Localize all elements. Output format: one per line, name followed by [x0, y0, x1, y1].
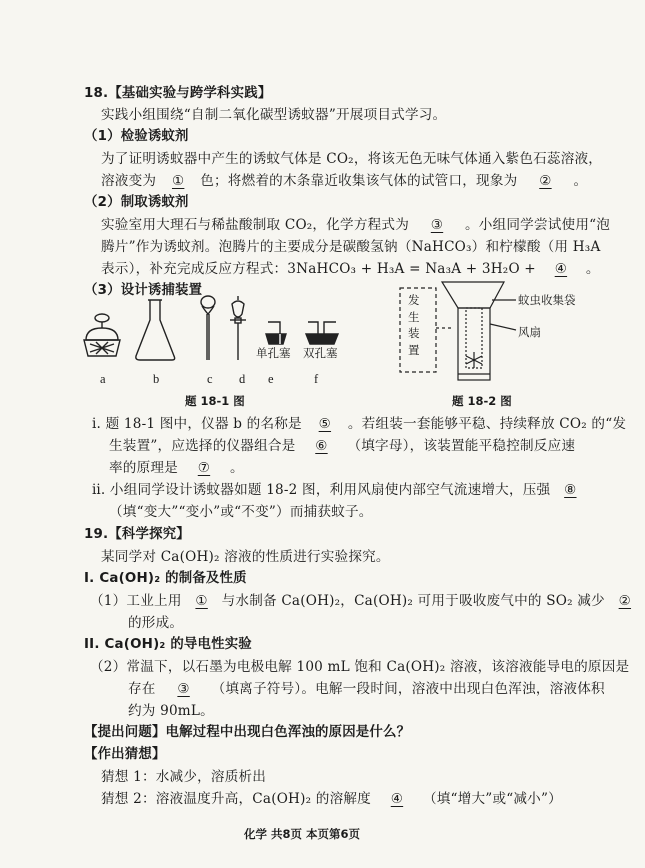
stopper-double-label: 双孔塞: [303, 346, 338, 360]
apparatus-label-a: a: [100, 372, 106, 386]
page-footer: 化学 共8页 本页第6页: [244, 827, 361, 841]
stopper-single-label: 单孔塞: [256, 346, 291, 360]
q19-hypothesis-title: 【作出猜想】: [84, 747, 166, 762]
apparatus-d-icon: [230, 296, 246, 360]
q19-number: 19.: [84, 527, 109, 542]
apparatus-label-c: c: [207, 372, 213, 386]
q18-s3-title: （3）设计诱捕装置: [84, 283, 203, 298]
q18-i-line1: ⅰ. 题 18-1 图中，仪器 b 的名称是 ⑤ 。若组装一套能够平稳、持续释放 CO₂ 的“发: [92, 416, 627, 432]
q19-guess1: 猜想 1：水减少，溶质析出: [101, 769, 267, 785]
q19-p1-line1: （1）工业上用 ① 与水制备 Ca(OH)₂，Ca(OH)₂ 可用于吸收废气中的 SO₂ 减少 ②: [90, 592, 645, 610]
q19-part2-title: II. Ca(OH)₂ 的导电性实验: [84, 637, 252, 652]
q19-p1-line2: 的形成。: [128, 615, 184, 631]
q18-ii-line1: ⅱ. 小组同学设计诱蚊器如题 18-2 图，利用风扇使内部空气流速增大，压强 ⑧: [92, 481, 590, 499]
q19-blank-1[interactable]: ①: [195, 593, 208, 609]
q19-p2-line3: 约为 90mL。: [128, 703, 214, 719]
apparatus-f-icon: [306, 322, 338, 344]
q19-blank-2[interactable]: ②: [618, 593, 632, 609]
apparatus-c-icon: [201, 296, 215, 360]
q19-part1-title: I. Ca(OH)₂ 的制备及性质: [84, 571, 247, 586]
q19-p2-line2: 存在 ③ （填离子符号）。电解一段时间，溶液中出现白色浑浊，溶液体积: [128, 681, 605, 697]
q18-blank-6[interactable]: ⑥: [315, 438, 328, 454]
q18-s1-line1: 为了证明诱蚊器中产生的诱蚊气体是 CO₂，将该无色无味气体通入紫色石蕊溶液，: [101, 151, 603, 167]
fig18-2-generator-box: 发 生 装 置: [408, 293, 420, 357]
q18-intro: 实践小组围绕“自制二氧化碳型诱蚊器”开展项目式学习。: [101, 107, 447, 123]
q19-header: [84, 526, 190, 544]
q18-header: [84, 85, 271, 103]
q18-i-line3: 率的原理是 ⑦ 。: [109, 460, 244, 476]
q19-intro: 某同学对 Ca(OH)₂ 溶液的性质进行实验探究。: [101, 549, 390, 565]
q18-s2-title: （2）制取诱蚊剂: [84, 195, 189, 210]
apparatus-label-e: e: [268, 372, 274, 386]
q18-blank-7[interactable]: ⑦: [197, 460, 211, 476]
q18-blank-3[interactable]: ③: [430, 217, 444, 233]
q18-s2-line2: 腾片”作为诱蚊剂。泡腾片的主要成分是碳酸氢钠（NaHCO₃）和柠檬酸（用 H₃A: [101, 239, 601, 255]
q19-blank-3[interactable]: ③: [177, 681, 190, 697]
q19-blank-4[interactable]: ④: [390, 791, 404, 807]
q18-blank-2[interactable]: ②: [539, 173, 552, 189]
apparatus-label-d: d: [239, 372, 246, 386]
q19-p2-line1: （2）常温下，以石墨为电极电解 100 mL 饱和 Ca(OH)₂ 溶液，该溶液能导电的原因是: [90, 659, 630, 675]
q18-ii-line2: （填“变大”“变小”或“不变”）而捕获蚊子。: [109, 504, 373, 520]
q18-s1-line2: 溶液变为 ① 色；将燃着的木条靠近收集该气体的试管口，现象为 ② 。: [101, 173, 588, 189]
q18-number: 18.: [84, 86, 109, 101]
q18-blank-8[interactable]: ⑧: [564, 482, 577, 498]
q18-s2-line3: 表示），补充完成反应方程式：3NaHCO₃ + H₃A = Na₃A + 3H₂O + ④ 。: [101, 261, 600, 277]
fig18-2-fan-label: 风扇: [518, 325, 541, 339]
apparatus-label-f: f: [314, 372, 319, 386]
q19-heading: 【科学探究】: [108, 527, 190, 542]
q18-blank-4[interactable]: ④: [554, 261, 568, 277]
apparatus-label-b: b: [153, 372, 160, 386]
q18-s2-line1: 实验室用大理石与稀盐酸制取 CO₂，化学方程式为 ③ 。小组同学尝试使用“泡: [101, 217, 611, 233]
fig-18-2-caption: 题 18-2 图: [452, 394, 512, 408]
apparatus-a-icon: [84, 314, 120, 356]
fig18-2-bag-label: 蚊虫收集袋: [518, 293, 576, 307]
q19-guess2: 猜想 2：溶液温度升高，Ca(OH)₂ 的溶解度 ④ （填“增大”或“减小”）: [101, 791, 562, 807]
q18-heading: 【基础实验与跨学科实践】: [108, 86, 272, 101]
fig-18-1-caption: 题 18-1 图: [185, 394, 245, 408]
apparatus-e-icon: [266, 322, 286, 344]
q18-s1-title: （1）检验诱蚊剂: [84, 129, 189, 144]
apparatus-b-icon: [136, 300, 175, 360]
q18-blank-5[interactable]: ⑤: [318, 416, 332, 432]
q18-i-line2: 生装置”，应选择的仪器组合是 ⑥ （填字母），该装置能平稳控制反应速: [109, 438, 576, 454]
q18-blank-1[interactable]: ①: [171, 173, 185, 189]
q19-question: 【提出问题】电解过程中出现白色浑浊的原因是什么？: [84, 725, 411, 740]
